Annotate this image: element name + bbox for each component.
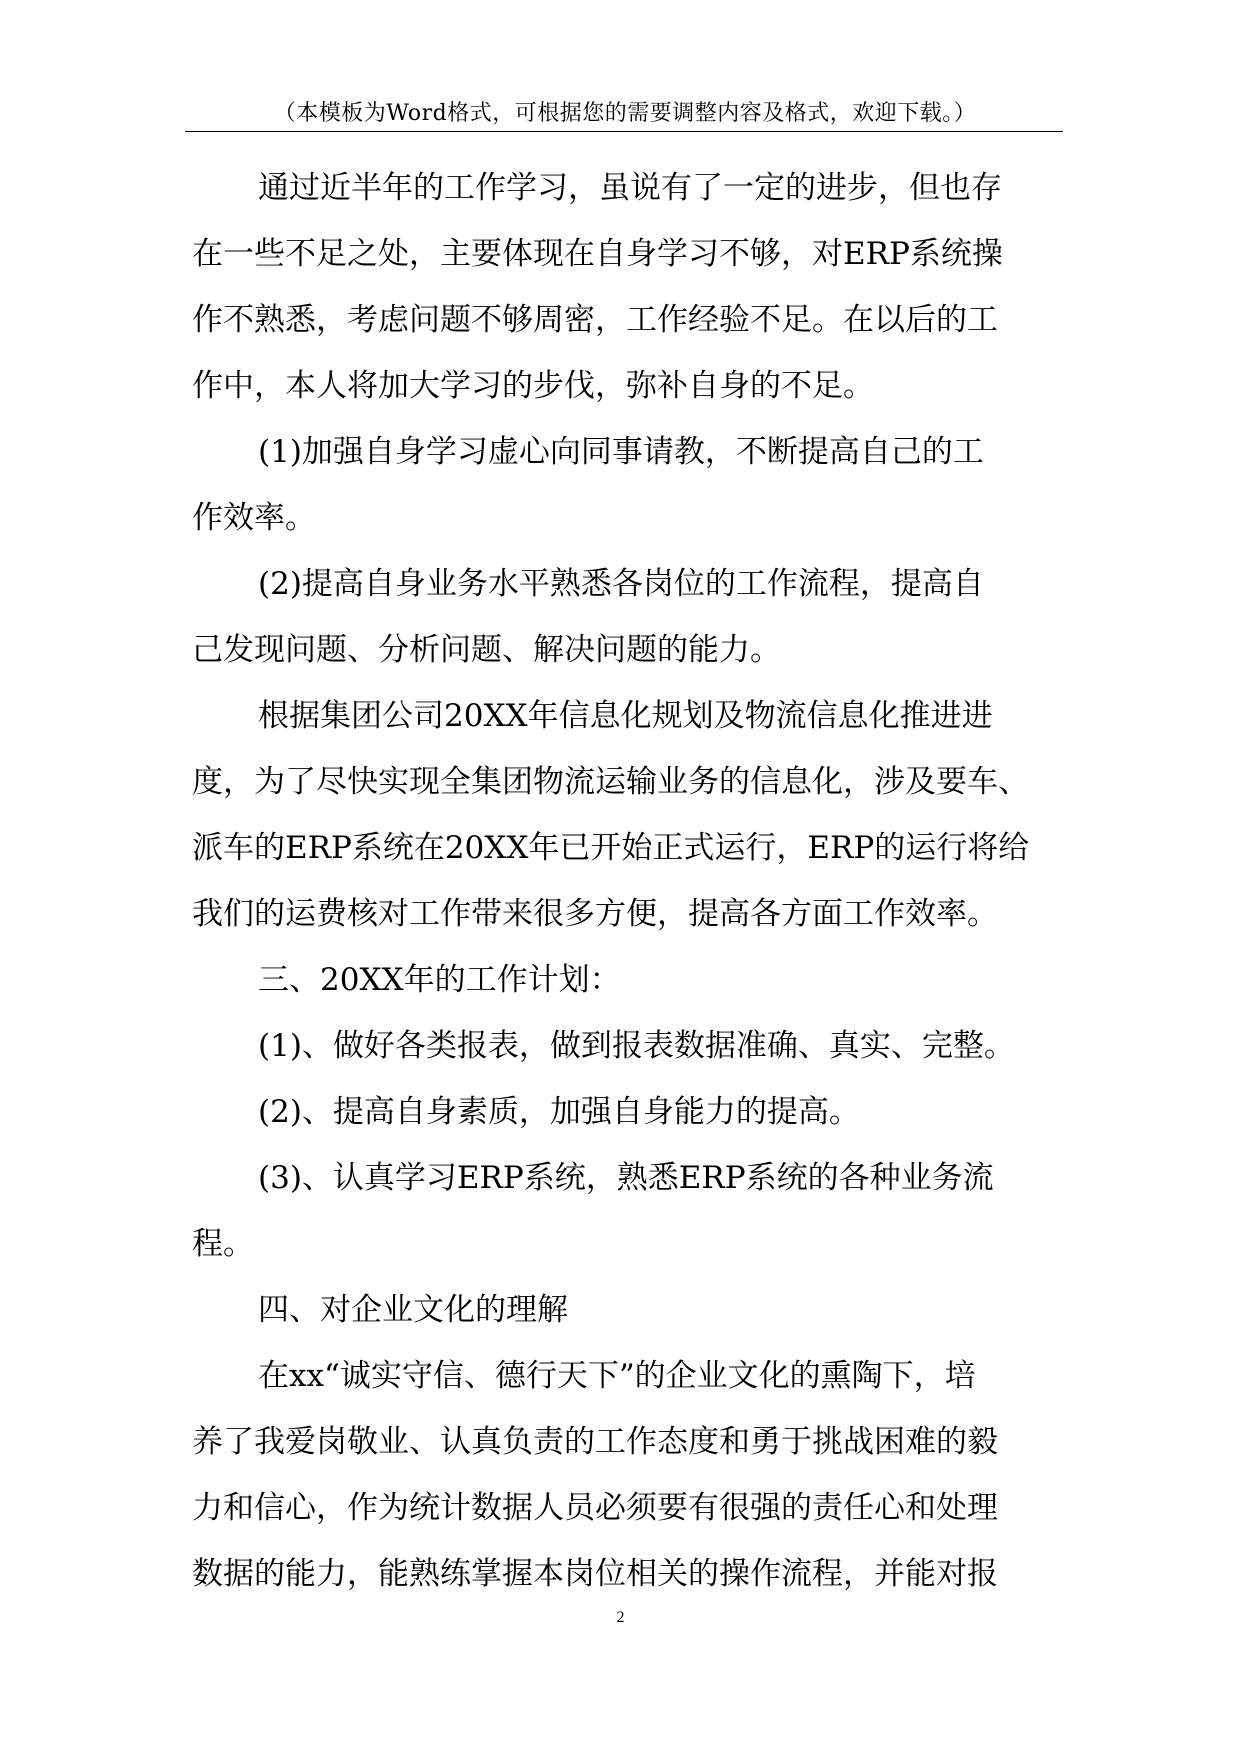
section-heading: 四、对企业文化的理解	[258, 1292, 568, 1328]
header-divider	[185, 131, 1063, 132]
paragraph-line: 作不熟悉，考虑问题不够周密，工作经验不足。在以后的工	[192, 302, 998, 338]
paragraph-line: 在一些不足之处，主要体现在自身学习不够，对ERP系统操	[192, 236, 1003, 272]
paragraph-line: 根据集团公司20XX年信息化规划及物流信息化推进进	[258, 698, 993, 734]
paragraph-line: (1)、做好各类报表，做到报表数据准确、真实、完整。	[258, 1028, 1015, 1064]
paragraph-line: (3)、认真学习ERP系统，熟悉ERP系统的各种业务流	[258, 1160, 994, 1196]
paragraph-line: 通过近半年的工作学习，虽说有了一定的进步，但也存	[258, 170, 1002, 206]
paragraph-line: 作效率。	[192, 500, 316, 536]
page-number: 2	[616, 1609, 625, 1626]
template-note: （本模板为Word格式，可根据您的需要调整内容及格式，欢迎下载。）	[273, 101, 977, 126]
paragraph-line: 养了我爱岗敬业、认真负责的工作态度和勇于挑战困难的毅	[192, 1424, 998, 1460]
paragraph-line: (2)提高自身业务水平熟悉各岗位的工作流程，提高自	[258, 566, 984, 602]
paragraph-line: 数据的能力，能熟练掌握本岗位相关的操作流程，并能对报	[192, 1556, 998, 1592]
paragraph-line: (1)加强自身学习虚心向同事请教，不断提高自己的工	[258, 434, 984, 470]
paragraph-line: 派车的ERP系统在20XX年已开始正式运行，ERP的运行将给	[192, 830, 1030, 866]
paragraph-line: 度，为了尽快实现全集团物流运输业务的信息化，涉及要车、	[192, 764, 1029, 800]
document-body	[192, 155, 1072, 1607]
paragraph-line: (2)、提高自身素质，加强自身能力的提高。	[258, 1094, 860, 1130]
paragraph-line: 程。	[192, 1226, 254, 1262]
paragraph-line: 作中，本人将加大学习的步伐，弥补自身的不足。	[192, 368, 874, 404]
paragraph-line: 在xx“诚实守信、德行天下”的企业文化的熏陶下，培	[258, 1358, 976, 1394]
section-heading: 三、20XX年的工作计划：	[258, 962, 621, 998]
paragraph-line: 我们的运费核对工作带来很多方便，提高各方面工作效率。	[192, 896, 998, 932]
paragraph-line: 力和信心，作为统计数据人员必须要有很强的责任心和处理	[192, 1490, 998, 1526]
paragraph-line: 己发现问题、分析问题、解决问题的能力。	[192, 632, 781, 668]
